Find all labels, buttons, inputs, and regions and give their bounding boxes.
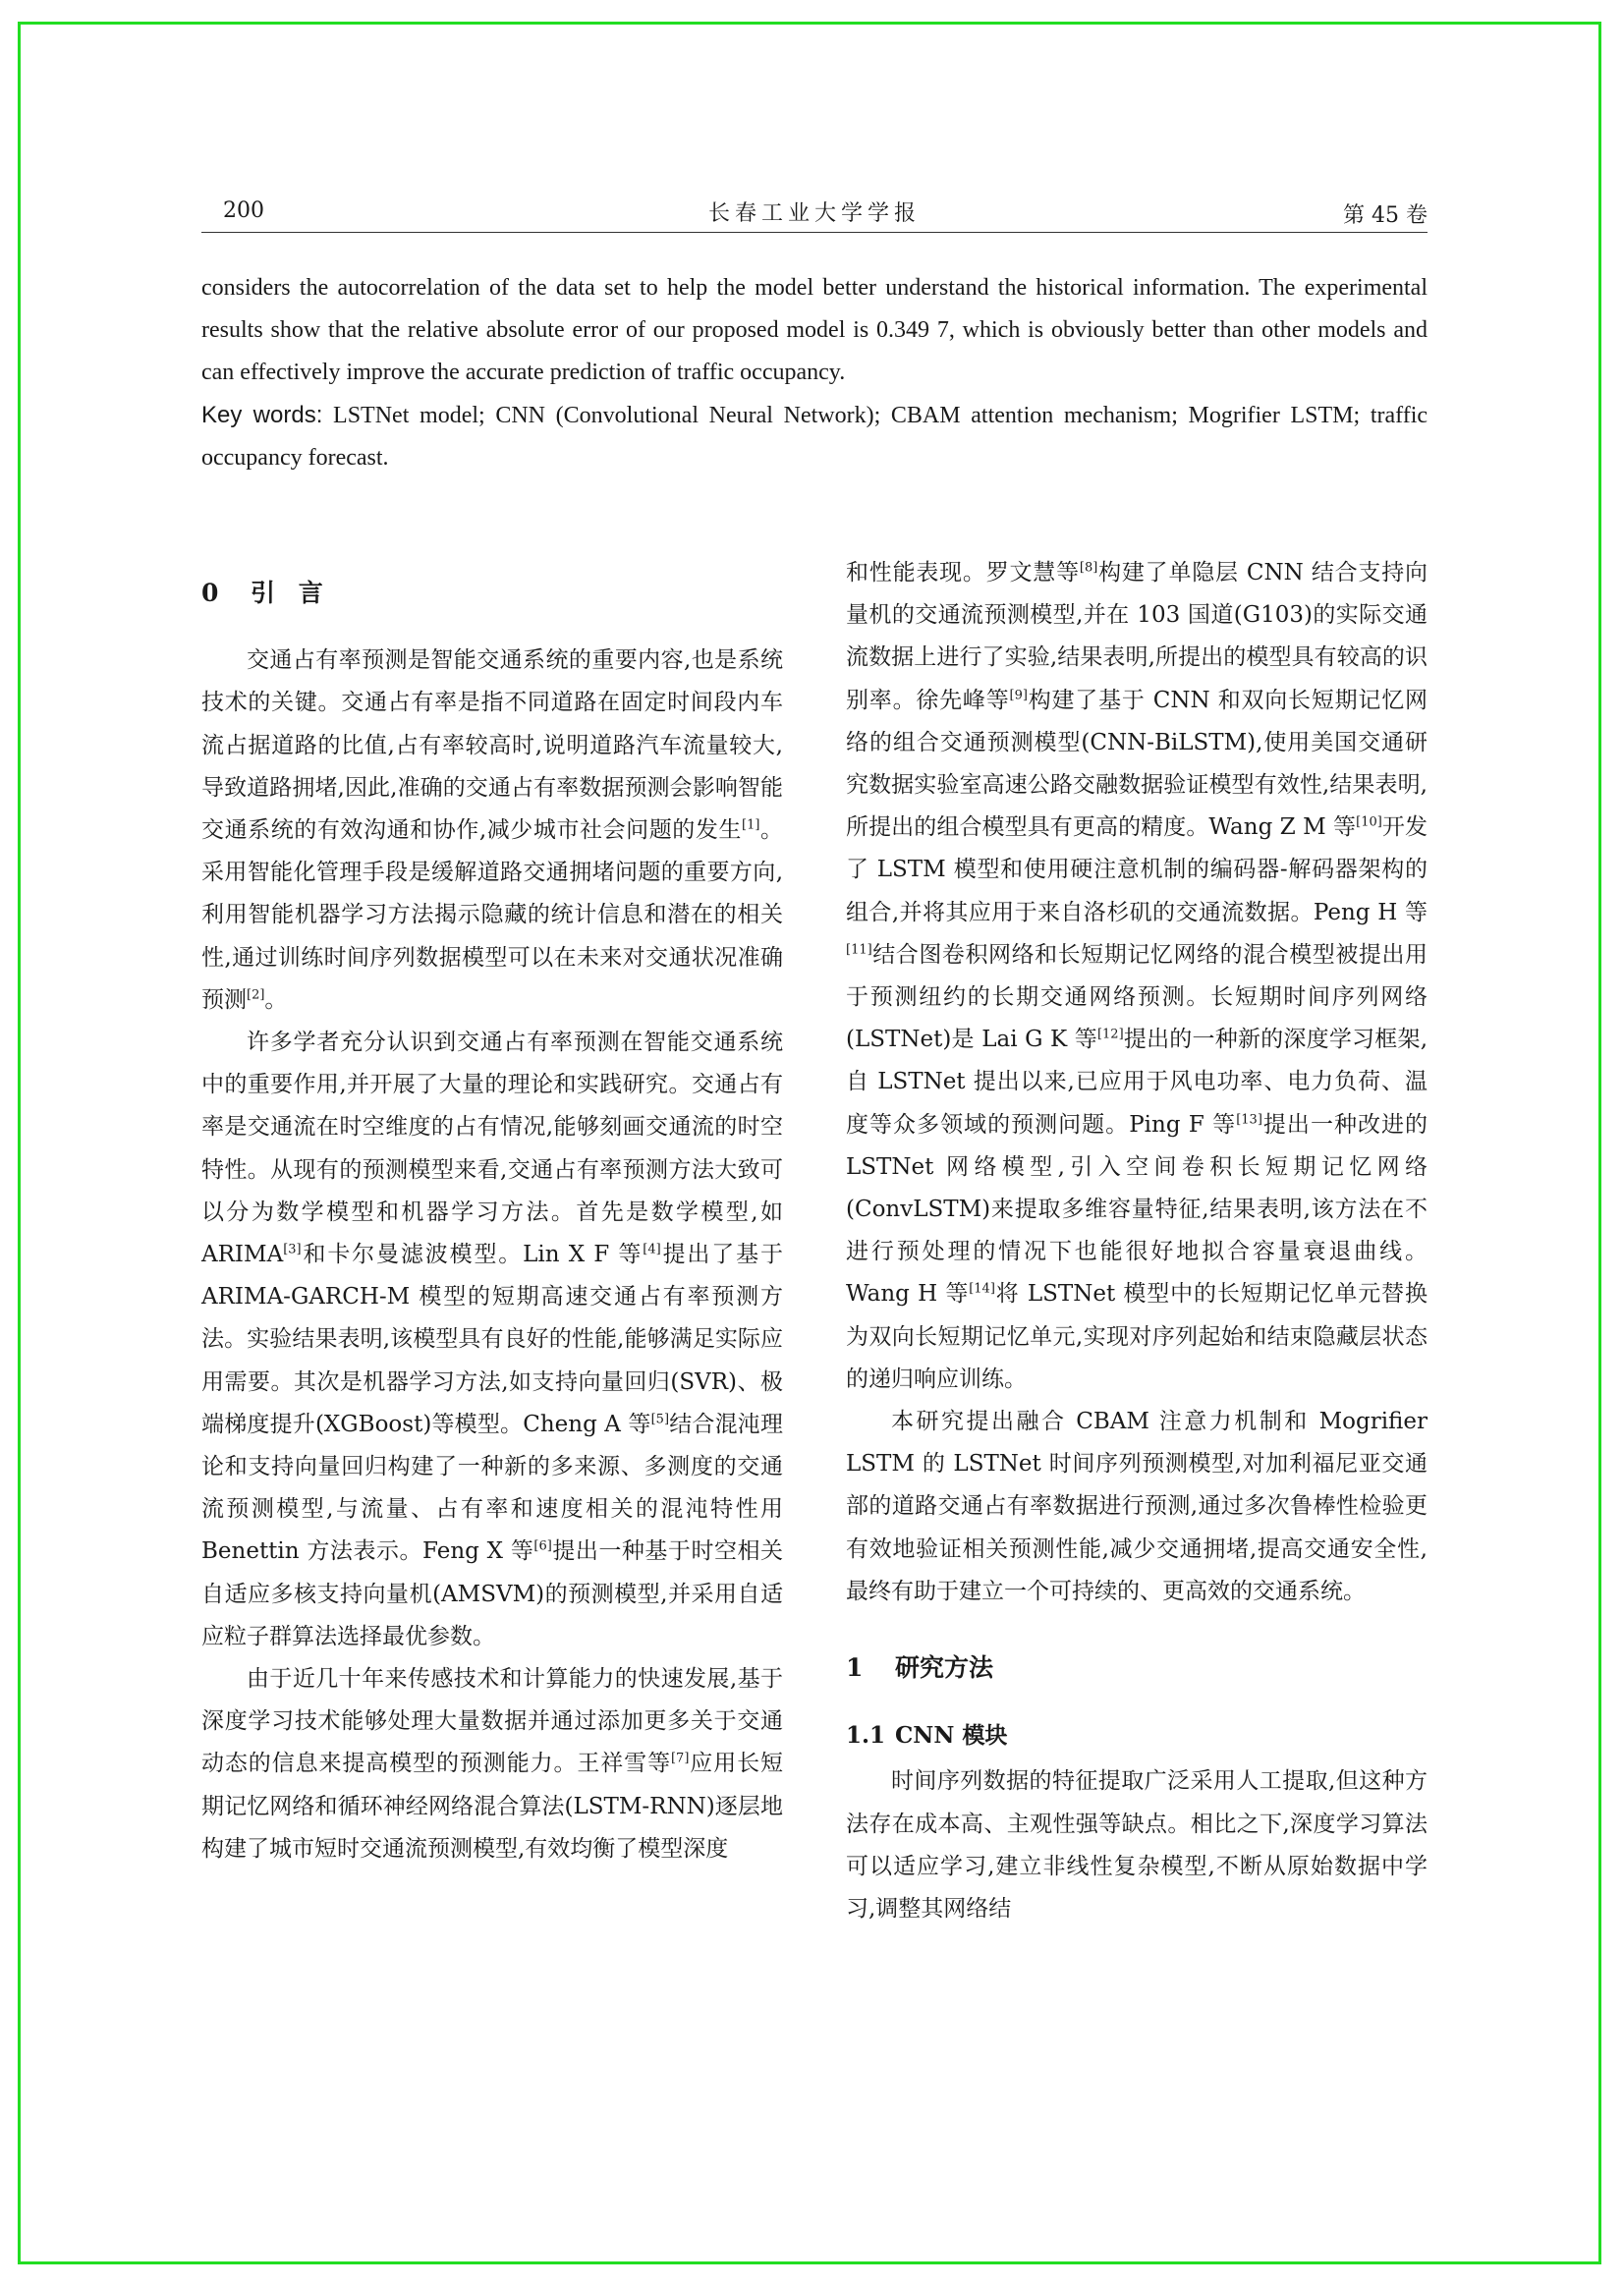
citation-ref: [13] bbox=[1236, 1111, 1262, 1127]
text-run: 和卡尔曼滤波模型。Lin X F 等 bbox=[301, 1242, 644, 1268]
text-run: 许多学者充分认识到交通占有率预测在智能交通系统中的重要作用,并开展了大量的理论和实践研究。交通占有率是交通流在时空维度的占有情况,能够刻画交通流的时空特性。从现有的预测模型来看,交通占有率预测方法大致可以分为数学模型和机器学习方法。首先是数学模型,如 ARIMA bbox=[201, 1030, 783, 1268]
text-run: 提出的一种新的深度学习框架,自 LSTNet 提出以来,已应用于风电功率、电力负荷、温度等众多领域的预测问题。Ping F 等 bbox=[846, 1027, 1428, 1138]
citation-ref: [9] bbox=[1009, 687, 1028, 702]
text-run: 结合图卷积网络和长短期记忆网络的混合模型被提出用于预测纽约的长期交通网络预测。长短期时间序列网络(LSTNet)是 Lai G K 等 bbox=[846, 941, 1428, 1053]
text-run: 应用长短期记忆网络和循环神经网络混合算法(LSTM-RNN)逐层地构建了城市短时交通流预测模型,有效均衡了模型深度 bbox=[201, 1751, 784, 1862]
paragraph-4: 本研究提出融合 CBAM 注意力机制和 Mogrifier LSTM 的 LSTNet 时间序列预测模型,对加利福尼亚交通部的道路交通占有率数据进行预测,通过多次鲁棒性检验更有效地验证相关预测性能,减少交通拥堵,提高交通安全性,最终有助于建立一个可持续的、更高效的交通系统。 bbox=[846, 1409, 1428, 1604]
citation-ref: [1] bbox=[742, 817, 760, 833]
running-header bbox=[201, 193, 1428, 232]
keywords-label: Key words: bbox=[201, 402, 323, 428]
subsection-number: 1.1 bbox=[846, 1722, 886, 1750]
section-title: 研究方法 bbox=[895, 1653, 994, 1683]
citation-ref: [2] bbox=[247, 987, 265, 1003]
journal-title: 长春工业大学学报 bbox=[707, 201, 921, 226]
text-run: 提出一种基于时空相关自适应多核支持向量机(AMSVM)的预测模型,并采用自适应粒子群算法选择最优参数。 bbox=[201, 1538, 784, 1649]
text-run: 提出一种改进的 LSTNet 网络模型,引入空间卷积长短期记忆网络(ConvLSTM)来提取多维容量特征,结果表明,该方法在不进行预处理的情况下也能很好地拟合容量衰退曲线。Wang H 等 bbox=[846, 1111, 1428, 1308]
abstract-block bbox=[201, 267, 1428, 479]
text-run: 交通占有率预测是智能交通系统的重要内容,也是系统技术的关键。交通占有率是指不同道路在固定时间段内车流占据道路的比值,占有率较高时,说明道路汽车流量较大,导致道路拥堵,因此,准确的交通占有率数据预测会影响智能交通系统的有效沟通和协作,减少城市社会问题的发生 bbox=[201, 647, 783, 844]
text-run: 开发了 LSTM 模型和使用硬注意机制的编码器-解码器架构的组合,并将其应用于来自洛杉矶的交通流数据。Peng H 等 bbox=[846, 814, 1428, 925]
text-run bbox=[846, 560, 1428, 1392]
keywords-line bbox=[201, 394, 1428, 479]
text-run: 和性能表现。罗文慧等 bbox=[846, 560, 1080, 586]
citation-ref: [14] bbox=[969, 1281, 995, 1297]
section-title: 引 言 bbox=[251, 579, 331, 607]
section-heading-intro bbox=[201, 572, 783, 614]
paragraph-3-continued bbox=[846, 552, 1428, 1401]
keywords-text: LSTNet model; CNN (Convolutional Neural Network); CBAM attention mechanism; Mogrifier LSTM; traffic occupancy forecast. bbox=[201, 403, 1428, 471]
text-run: 提出了基于 ARIMA-GARCH-M 模型的短期高速交通占有率预测方法。实验结果表明,该模型具有良好的性能,能够满足实际应用需要。其次是机器学习方法,如支持向量回归(SVR)、极端梯度提升(XGBoost)等模型。Cheng A 等 bbox=[201, 1242, 783, 1437]
right-column bbox=[846, 552, 1428, 1930]
citation-ref: [8] bbox=[1079, 560, 1098, 576]
text-run: 。 bbox=[264, 986, 288, 1013]
text-run: 构建了单隐层 CNN 结合支持向量机的交通流预测模型,并在 103 国道(G103)的实际交通流数据上进行了实验,结果表明,所提出的模型具有较高的识别率。徐先峰等 bbox=[846, 560, 1428, 713]
citation-ref: [12] bbox=[1096, 1027, 1124, 1042]
citation-ref: [10] bbox=[1356, 814, 1382, 830]
left-column bbox=[201, 542, 783, 1870]
header-rule bbox=[201, 232, 1428, 233]
paragraph-2 bbox=[201, 1022, 783, 1658]
abstract-text: considers the autocorrelation of the data set to help the model better understand the historical information. The experimental results show that the relative absolute error of our proposed model is 0.349 7, which is obviously better than other models and can effectively improve the accurate prediction of traffic occupancy. bbox=[201, 275, 1428, 385]
text-run: 构建了基于 CNN 和双向长短期记忆网络的组合交通预测模型(CNN-BiLSTM),使用美国交通研究数据实验室高速公路交融数据验证模型有效性,结果表明,所提出的组合模型具有更高的精度。Wang Z M 等 bbox=[846, 687, 1428, 841]
page-number: 200 bbox=[223, 198, 264, 223]
paragraph-1 bbox=[201, 640, 783, 1022]
section-number: 0 bbox=[201, 579, 219, 607]
citation-ref: [7] bbox=[670, 1751, 690, 1766]
subsection-title: CNN 模块 bbox=[895, 1722, 1008, 1750]
citation-ref: [5] bbox=[650, 1412, 670, 1427]
citation-ref: [6] bbox=[533, 1538, 552, 1554]
citation-ref: [4] bbox=[643, 1242, 661, 1257]
citation-ref: [11] bbox=[846, 942, 872, 958]
section-heading-method bbox=[846, 1646, 1428, 1689]
text-run: 。采用智能化管理手段是缓解道路交通拥堵问题的重要方向,利用智能机器学习方法揭示隐藏的统计信息和潜在的相关性,通过训练时间序列数据模型可以在未来对交通状况准确预测 bbox=[201, 817, 784, 1013]
paragraph-5: 时间序列数据的特征提取广泛采用人工提取,但这种方法存在成本高、主观性强等缺点。相比之下,深度学习算法可以适应学习,建立非线性复杂模型,不断从原始数据中学习,调整其网络结 bbox=[846, 1768, 1428, 1923]
text-run: 由于近几十年来传感技术和计算能力的快速发展,基于深度学习技术能够处理大量数据并通过添加更多关于交通动态的信息来提高模型的预测能力。王祥雪等 bbox=[201, 1666, 783, 1777]
subsection-heading-cnn bbox=[846, 1714, 1428, 1757]
text-run: 将 LSTNet 模型中的长短期记忆单元替换为双向长短期记忆单元,实现对序列起始和结束隐藏层状态的递归响应训练。 bbox=[846, 1281, 1428, 1392]
volume-label: 第 45 卷 bbox=[1343, 203, 1428, 228]
paragraph-3 bbox=[201, 1658, 783, 1870]
section-number: 1 bbox=[846, 1653, 864, 1683]
text-run: 结合混沌理论和支持向量回归构建了一种新的多来源、多测度的交通流预测模型,与流量、占有率和速度相关的混沌特性用 Benettin 方法表示。Feng X 等 bbox=[201, 1411, 783, 1565]
citation-ref: [3] bbox=[283, 1242, 302, 1257]
